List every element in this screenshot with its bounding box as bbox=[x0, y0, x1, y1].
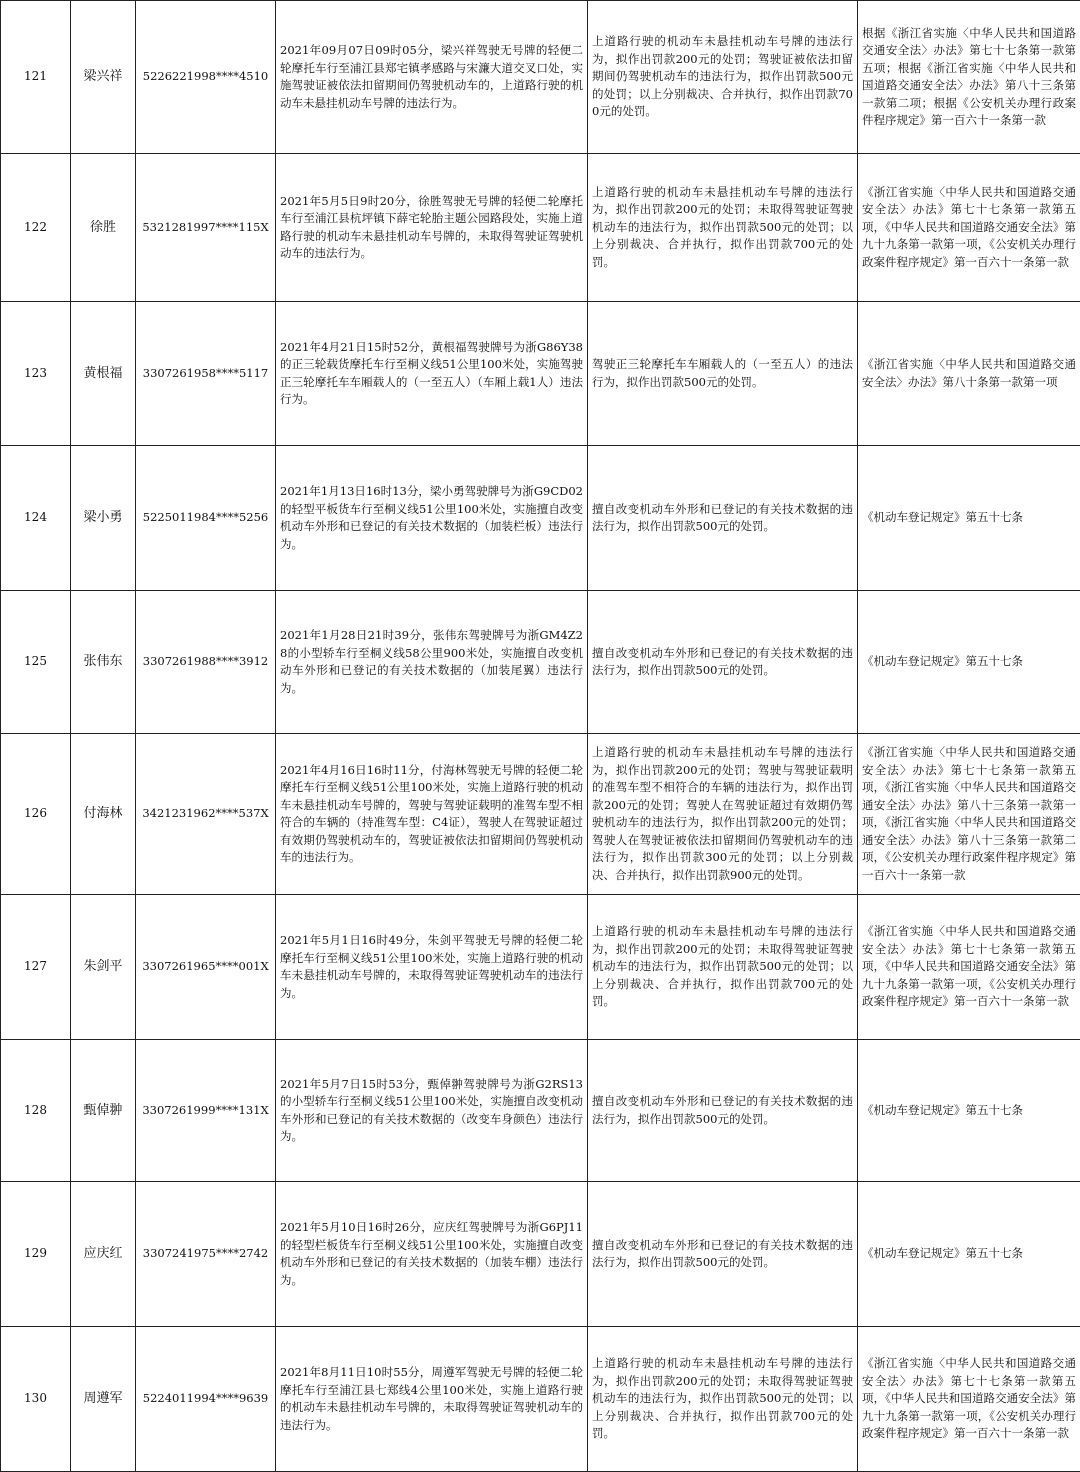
id-number: 3307261999****131X bbox=[136, 1040, 276, 1182]
violation-facts: 2021年5月10日16时26分，应庆红驾驶牌号为浙G6PJ11的轻型栏板货车行至桐义线51公里100米处，实施擅自改变机动车外形和已登记的有关技术数据的（加装车棚）违法行为。 bbox=[276, 1182, 588, 1327]
row-number: 123 bbox=[1, 302, 71, 446]
penalty-decision: 擅自改变机动车外形和已登记的有关技术数据的违法行为，拟作出罚款500元的处罚。 bbox=[588, 591, 858, 734]
person-name: 梁小勇 bbox=[71, 446, 136, 591]
table-row bbox=[1, 734, 1080, 895]
legal-basis: 《浙江省实施〈中华人民共和国道路交通安全法〉办法》第八十条第一款第一项 bbox=[858, 302, 1080, 446]
id-number: 3307261988****3912 bbox=[136, 591, 276, 734]
violation-facts: 2021年4月21日15时52分，黄根福驾驶牌号为浙G86Y38的正三轮载货摩托车行至桐义线51公里100米处，实施驾驶正三轮摩托车车厢载人的（一至五人）（车厢上载1人）违法行为。 bbox=[276, 302, 588, 446]
person-name: 徐胜 bbox=[71, 154, 136, 302]
row-number: 129 bbox=[1, 1182, 71, 1327]
legal-basis: 《浙江省实施〈中华人民共和国道路交通安全法〉办法》第七十七条第一款第五项，《中华人民共和国道路交通安全法》第九十九条第一款第一项，《公安机关办理行政案件程序规定》第一百六十一条第一款 bbox=[858, 895, 1080, 1040]
violation-facts: 2021年1月28日21时39分，张伟东驾驶牌号为浙GM4Z28的小型轿车行至桐义线58公里900米处，实施擅自改变机动车外形和已登记的有关技术数据的（加装尾翼）违法行为。 bbox=[276, 591, 588, 734]
legal-basis: 《机动车登记规定》第五十七条 bbox=[858, 1040, 1080, 1182]
table-row bbox=[1, 1182, 1080, 1327]
table-row bbox=[1, 591, 1080, 734]
row-number: 124 bbox=[1, 446, 71, 591]
table-row bbox=[1, 1040, 1080, 1182]
penalty-decision: 擅自改变机动车外形和已登记的有关技术数据的违法行为，拟作出罚款500元的处罚。 bbox=[588, 1182, 858, 1327]
table-row bbox=[1, 1, 1080, 154]
id-number: 3307261958****5117 bbox=[136, 302, 276, 446]
id-number: 3421231962****537X bbox=[136, 734, 276, 895]
table-row bbox=[1, 1327, 1080, 1472]
person-name: 黄根福 bbox=[71, 302, 136, 446]
row-number: 130 bbox=[1, 1327, 71, 1472]
violation-facts: 2021年5月7日15时53分，甄倬翀驾驶牌号为浙G2RS13的小型轿车行至桐义线51公里100米处，实施擅自改变机动车外形和已登记的有关技术数据的（改变车身颜色）违法行为。 bbox=[276, 1040, 588, 1182]
penalty-decision: 擅自改变机动车外形和已登记的有关技术数据的违法行为，拟作出罚款500元的处罚。 bbox=[588, 1040, 858, 1182]
penalty-decision: 上道路行驶的机动车未悬挂机动车号牌的违法行为，拟作出罚款200元的处罚；未取得驾驶证驾驶机动车的违法行为，拟作出罚款500元的处罚；以上分别裁决、合并执行，拟作出罚款700元的处罚。 bbox=[588, 895, 858, 1040]
table-row bbox=[1, 446, 1080, 591]
person-name: 周遵军 bbox=[71, 1327, 136, 1472]
penalty-decision: 上道路行驶的机动车未悬挂机动车号牌的违法行为，拟作出罚款200元的处罚；驾驶与驾驶证载明的准驾车型不相符合的车辆的违法行为，拟作出罚款200元的处罚；驾驶人在驾驶证超过有效期仍驾驶机动车的违法行为，拟作出罚款200元的处罚；驾驶人在驾驶证被依法扣留期间仍驾驶机动车的违法行为，拟作出罚款300元的处罚；以上分别裁决、合并执行，拟作出罚款900元的处罚。 bbox=[588, 734, 858, 895]
legal-basis: 《机动车登记规定》第五十七条 bbox=[858, 591, 1080, 734]
violation-facts: 2021年5月1日16时49分，朱剑平驾驶无号牌的轻便二轮摩托车行至桐义线51公里100米处，实施上道路行驶的机动车未悬挂机动车号牌的，未取得驾驶证驾驶机动车的违法行为。 bbox=[276, 895, 588, 1040]
penalty-decision: 上道路行驶的机动车未悬挂机动车号牌的违法行为，拟作出罚款200元的处罚；未取得驾驶证驾驶机动车的违法行为，拟作出罚款500元的处罚；以上分别裁决、合并执行，拟作出罚款700元的处罚。 bbox=[588, 154, 858, 302]
violation-facts: 2021年09月07日09时05分，梁兴祥驾驶无号牌的轻便二轮摩托车行至浦江县郑宅镇孝感路与宋濂大道交叉口处，实施驾驶证被依法扣留期间仍驾驶机动车的，上道路行驶的机动车未悬挂机动车号牌的违法行为。 bbox=[276, 1, 588, 154]
id-number: 3307241975****2742 bbox=[136, 1182, 276, 1327]
row-number: 121 bbox=[1, 1, 71, 154]
id-number: 5226221998****4510 bbox=[136, 1, 276, 154]
violation-facts: 2021年4月16日16时11分，付海林驾驶无号牌的轻便二轮摩托车行至桐义线51公里100米处，实施上道路行驶的机动车未悬挂机动车号牌的，驾驶与驾驶证载明的准驾车型不相符合的车辆的（持准驾车型：C4证），驾驶人在驾驶证超过有效期仍驾驶机动车的，驾驶证被依法扣留期间仍驾驶机动车的违法行为。 bbox=[276, 734, 588, 895]
id-number: 5321281997****115X bbox=[136, 154, 276, 302]
person-name: 梁兴祥 bbox=[71, 1, 136, 154]
penalty-decision: 驾驶正三轮摩托车车厢载人的（一至五人）的违法行为，拟作出罚款500元的处罚。 bbox=[588, 302, 858, 446]
penalty-decision: 上道路行驶的机动车未悬挂机动车号牌的违法行为，拟作出罚款200元的处罚；驾驶证被依法扣留期间仍驾驶机动车的违法行为，拟作出罚款500元的处罚；以上分别裁决、合并执行，拟作出罚款700元的处罚。 bbox=[588, 1, 858, 154]
person-name: 甄倬翀 bbox=[71, 1040, 136, 1182]
row-number: 125 bbox=[1, 591, 71, 734]
violation-facts: 2021年8月11日10时55分，周遵军驾驶无号牌的轻便二轮摩托车行至浦江县七郑线4公里100米处，实施上道路行驶的机动车未悬挂机动车号牌的，未取得驾驶证驾驶机动车的违法行为。 bbox=[276, 1327, 588, 1472]
penalty-decision: 擅自改变机动车外形和已登记的有关技术数据的违法行为，拟作出罚款500元的处罚。 bbox=[588, 446, 858, 591]
legal-basis: 《浙江省实施〈中华人民共和国道路交通安全法〉办法》第七十七条第一款第五项，《浙江省实施〈中华人民共和国道路交通安全法〉办法》第八十三条第一款第一项，《浙江省实施〈中华人民共和国道路交通安全法〉办法》第八十三条第一款第二项，《公安机关办理行政案件程序规定》第一百六十一条第一款 bbox=[858, 734, 1080, 895]
row-number: 128 bbox=[1, 1040, 71, 1182]
person-name: 朱剑平 bbox=[71, 895, 136, 1040]
row-number: 127 bbox=[1, 895, 71, 1040]
id-number: 5225011984****5256 bbox=[136, 446, 276, 591]
person-name: 应庆红 bbox=[71, 1182, 136, 1327]
table-row bbox=[1, 154, 1080, 302]
table-row bbox=[1, 895, 1080, 1040]
row-number: 122 bbox=[1, 154, 71, 302]
violation-facts: 2021年1月13日16时13分，梁小勇驾驶牌号为浙G9CD02的轻型平板货车行至桐义线51公里100米处，实施擅自改变机动车外形和已登记的有关技术数据的（加装栏板）违法行为。 bbox=[276, 446, 588, 591]
person-name: 张伟东 bbox=[71, 591, 136, 734]
person-name: 付海林 bbox=[71, 734, 136, 895]
legal-basis: 《机动车登记规定》第五十七条 bbox=[858, 446, 1080, 591]
legal-basis: 《机动车登记规定》第五十七条 bbox=[858, 1182, 1080, 1327]
row-number: 126 bbox=[1, 734, 71, 895]
legal-basis: 《浙江省实施〈中华人民共和国道路交通安全法〉办法》第七十七条第一款第五项，《中华人民共和国道路交通安全法》第九十九条第一款第一项，《公安机关办理行政案件程序规定》第一百六十一条第一款 bbox=[858, 154, 1080, 302]
id-number: 3307261965****001X bbox=[136, 895, 276, 1040]
legal-basis: 根据《浙江省实施〈中华人民共和国道路交通安全法〉办法》第七十七条第一款第五项；根据《浙江省实施〈中华人民共和国道路交通安全法〉办法》第八十三条第一款第二项；根据《公安机关办理行政案件程序规定》第一百六十一条第一款 bbox=[858, 1, 1080, 154]
legal-basis: 《浙江省实施〈中华人民共和国道路交通安全法〉办法》第七十七条第一款第五项，《中华人民共和国道路交通安全法》第九十九条第一款第一项，《公安机关办理行政案件程序规定》第一百六十一条第一款 bbox=[858, 1327, 1080, 1472]
penalty-decision: 上道路行驶的机动车未悬挂机动车号牌的违法行为，拟作出罚款200元的处罚；未取得驾驶证驾驶机动车的违法行为，拟作出罚款500元的处罚；以上分别裁决、合并执行，拟作出罚款700元的处罚。 bbox=[588, 1327, 858, 1472]
id-number: 5224011994****9639 bbox=[136, 1327, 276, 1472]
violation-facts: 2021年5月5日9时20分，徐胜驾驶无号牌的轻便二轮摩托车行至浦江县杭坪镇下薛宅轮胎主题公园路段处，实施上道路行驶的机动车未悬挂机动车号牌的，未取得驾驶证驾驶机动车的违法行为。 bbox=[276, 154, 588, 302]
table-row bbox=[1, 302, 1080, 446]
